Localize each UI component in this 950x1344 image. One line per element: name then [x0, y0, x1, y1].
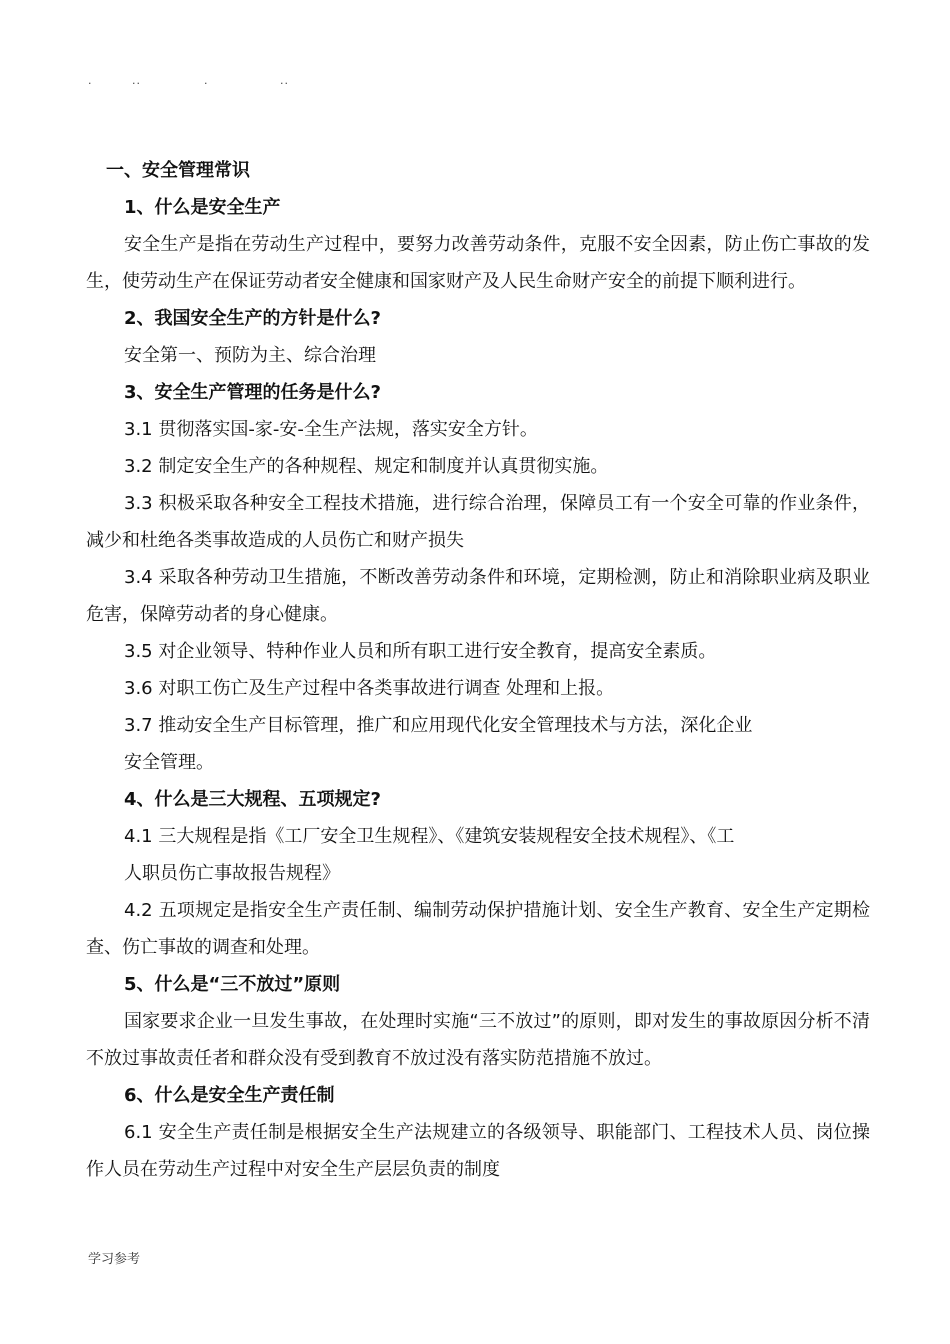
answer-paragraph: 安全生产是指在劳动生产过程中，要努力改善劳动条件，克服不安全因素，防止伤亡事故的发生，使劳动生产在保证劳动者安全健康和国家财产及人民生命财产安全的前提下顺利进行。 — [86, 234, 870, 292]
question-heading: 2、我国安全生产的方针是什么? — [124, 308, 381, 329]
list-item: 3.4 采取各种劳动卫生措施，不断改善劳动条件和环境，定期检测，防止和消除职业病及职业危害，保障劳动者的身心健康。 — [86, 567, 870, 625]
answer-paragraph: 6.1 安全生产责任制是根据安全生产法规建立的各级领导、职能部门、工程技术人员、岗位操作人员在劳动生产过程中对安全生产层层负责的制度 — [86, 1122, 870, 1180]
header-marks — [88, 74, 308, 88]
list-item: 4.2 五项规定是指安全生产责任制、编制劳动保护措施计划、安全生产教育、安全生产定期检查、伤亡事故的调查和处理。 — [86, 900, 870, 958]
header-mark: . — [88, 74, 93, 87]
question-heading: 4、什么是三大规程、五项规定? — [124, 789, 381, 810]
answer-paragraph: 国家要求企业一旦发生事故，在处理时实施“三不放过”的原则，即对发生的事故原因分析不清不放过事故责任者和群众没有受到教育不放过没有落实防范措施不放过。 — [86, 1011, 870, 1069]
list-item: 3.6 对职工伤亡及生产过程中各类事故进行调查 处理和上报。 — [124, 678, 615, 699]
list-item-continuation: 人职员伤亡事故报告规程》 — [124, 863, 340, 884]
page-footer: 学习参考 — [88, 1252, 141, 1267]
header-mark: .. — [132, 74, 141, 87]
header-mark: . — [204, 74, 209, 87]
question-heading: 5、什么是“三不放过”原则 — [124, 974, 341, 995]
header-mark: .. — [280, 74, 289, 87]
document-body — [86, 152, 870, 1188]
section-heading: 一、安全管理常识 — [106, 160, 250, 181]
list-item: 3.3 积极采取各种安全工程技术措施，进行综合治理，保障员工有一个安全可靠的作业条件，减少和杜绝各类事故造成的人员伤亡和财产损失 — [86, 493, 870, 551]
question-heading: 1、什么是安全生产 — [124, 197, 281, 218]
list-item: 3.7 推动安全生产目标管理，推广和应用现代化安全管理技术与方法，深化企业 — [124, 715, 753, 736]
list-item: 3.5 对企业领导、特种作业人员和所有职工进行安全教育，提高安全素质。 — [124, 641, 717, 662]
question-heading: 6、什么是安全生产责任制 — [124, 1085, 335, 1106]
list-item: 3.1 贯彻落实国-家-安-全生产法规，落实安全方针。 — [124, 419, 538, 440]
list-item-continuation: 安全管理。 — [124, 752, 214, 773]
list-item: 4.1 三大规程是指《工厂安全卫生规程》、《建筑安装规程安全技术规程》、《工 — [124, 826, 735, 847]
question-heading: 3、安全生产管理的任务是什么? — [124, 382, 381, 403]
list-item: 3.2 制定安全生产的各种规程、规定和制度并认真贯彻实施。 — [124, 456, 609, 477]
answer-paragraph: 安全第一、预防为主、综合治理 — [124, 345, 376, 366]
